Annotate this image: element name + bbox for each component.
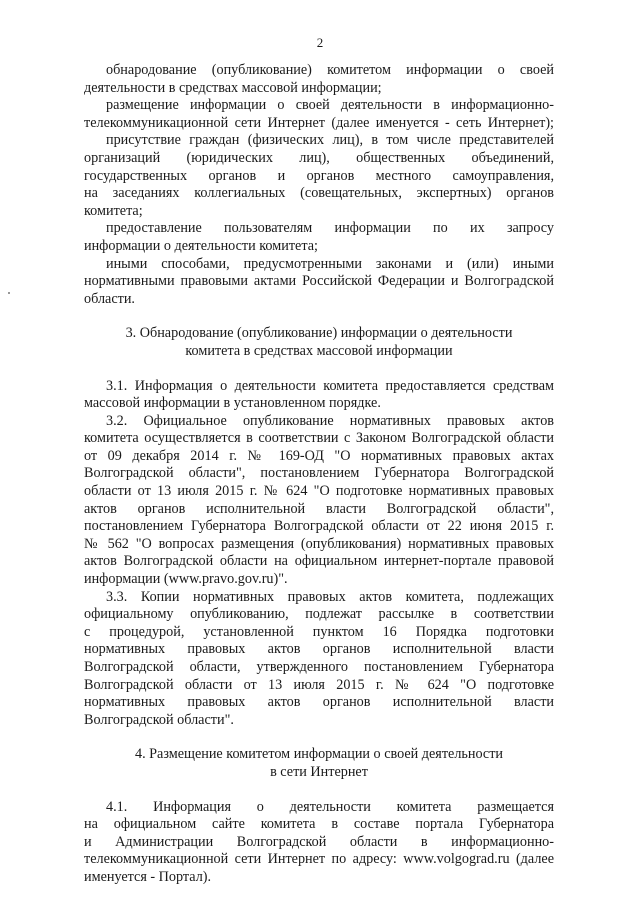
text-line: с процедурой, установленной пунктом 16 Порядка подготовки [84, 623, 554, 640]
text-line: нормативными правовыми актами Российской Федерации и Волгоградской [84, 273, 554, 290]
text-line: государственных органов и органов местного самоуправления, [84, 167, 554, 184]
text-line: Волгоградской области". [84, 711, 234, 728]
text-line: обнародование (опубликование) комитетом информации о своей [106, 62, 554, 78]
text-line: области от 13 июля 2015 г. № 624 "О подготовке нормативных правовых [84, 483, 554, 500]
text-line: массовой информации в установленном порядке. [84, 395, 381, 412]
text-line: 3.3. Копии нормативных правовых актов комитета, подлежащих [106, 588, 554, 605]
text-line: Волгоградской области от 13 июля 2015 г. № 624 "О подготовке [84, 676, 554, 693]
text-line: именуется - Портал). [84, 868, 212, 885]
text-line: области. [84, 290, 135, 307]
text-line: и Администрации Волгоградской области в информационно- [84, 833, 554, 850]
text-line: комитета осуществляется в соответствии с Законом Волгоградской области [84, 430, 554, 447]
page-number: 2 [316, 35, 324, 50]
text-line: нормативных правовых актов органов исполнительной власти [84, 694, 554, 711]
text-line: официальному опубликованию, подлежат рассылке в соответствии [84, 606, 554, 623]
text-line: телекоммуникационной сети Интернет (далее именуется - сеть Интернет); [84, 114, 554, 131]
text-line: № 562 "О вопросах размещения (опубликования) нормативных правовых [84, 535, 554, 552]
section-3-heading [84, 325, 554, 360]
text-line: на официальном сайте комитета в составе портала Губернатора [84, 816, 554, 833]
text-line: 4.1. Информация о деятельности комитета размещается [106, 798, 554, 815]
document-body [84, 62, 554, 887]
text-line: от 09 декабря 2014 г. № 169-ОД "О нормативных правовых актах [84, 447, 554, 464]
text-line: актов Волгоградской области на официальном интернет-портале правовой [84, 553, 554, 570]
text-line: постановлением Губернатора Волгоградской области от 22 июня 2015 г. [84, 518, 554, 535]
text-line: 3.2. Официальное опубликование нормативных правовых актов [106, 412, 554, 429]
text-line: Волгоградской области", постановлением Губернатора Волгоградской [84, 465, 554, 482]
text-line: размещение информации о своей деятельности в информационно- [106, 97, 554, 114]
heading-line: 4. Размещение комитетом информации о своей деятельности [134, 746, 504, 763]
heading-line: в сети Интернет [270, 763, 368, 780]
text-line: присутствие граждан (физических лиц), в том числе представителей [106, 132, 554, 149]
text-line: комитета; [84, 202, 143, 219]
intro-list [84, 62, 554, 308]
heading-line: 3. Обнародование (опубликование) информации о деятельности [125, 325, 513, 342]
text-line: телекоммуникационной сети Интернет по адресу: www.volgograd.ru (далее [84, 851, 554, 868]
scan-speck [8, 292, 10, 294]
section-4-body [84, 799, 554, 887]
text-line: на заседаниях коллегиальных (совещательных, экспертных) органов [84, 185, 554, 202]
heading-line: комитета в средствах массовой информации [185, 342, 453, 359]
text-line: организаций (юридических лиц), общественных объединений, [84, 149, 554, 166]
section-3-body [84, 378, 554, 730]
text-line: предоставление пользователям информации по их запросу [106, 220, 554, 237]
text-line: деятельности в средствах массовой информации; [84, 79, 382, 96]
text-line: Волгоградской области, утвержденного постановлением Губернатора [84, 659, 554, 675]
section-4-heading [84, 746, 554, 781]
text-line: 3.1. Информация о деятельности комитета предоставляется средствам [106, 377, 554, 394]
text-line: актов органов исполнительной власти Волгоградской области", [84, 500, 554, 517]
text-line: информации о деятельности комитета; [84, 237, 318, 254]
text-line: информации (www.pravo.gov.ru)". [84, 571, 288, 588]
text-line: нормативных правовых актов органов исполнительной власти [84, 641, 554, 658]
text-line: иными способами, предусмотренными законами и (или) иными [106, 255, 554, 272]
